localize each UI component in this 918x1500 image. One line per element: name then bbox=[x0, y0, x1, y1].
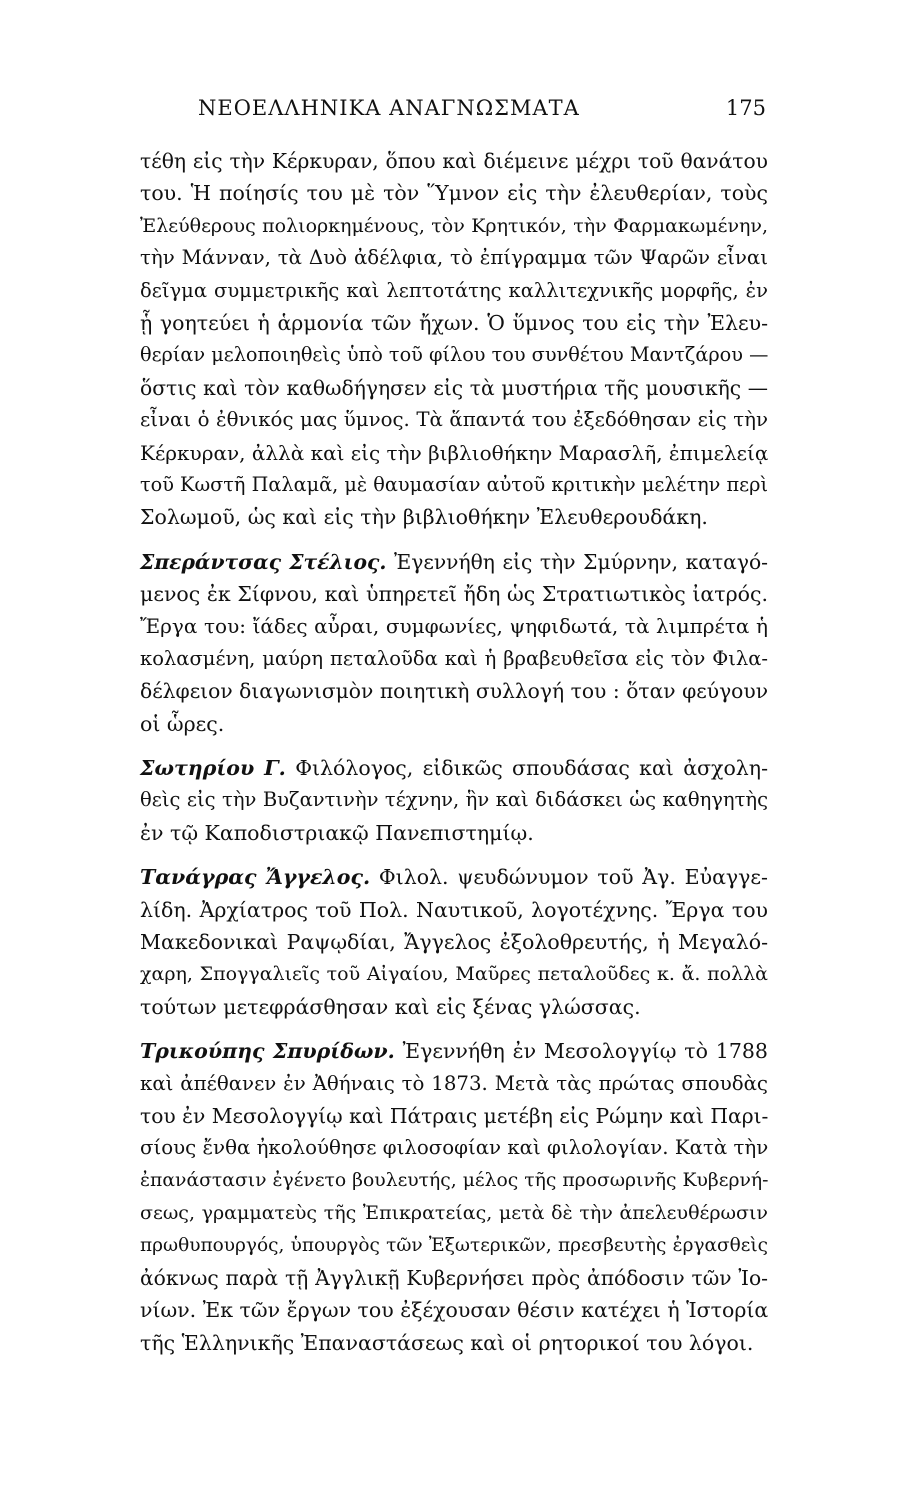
text-line: σεως, γραμματεὺς τῆς Ἐπικρατείας, μετὰ δὲ τὴν ἀπελευθέρωσιν bbox=[140, 1202, 768, 1225]
entry-first-line-text: Ἐγεννήθη ἐν Μεσολογγίῳ τὸ 1788 bbox=[402, 1039, 768, 1064]
entry-first-line-text: Φιλολ. ψευδώνυμον τοῦ Ἀγ. Εὐαγγε- bbox=[378, 865, 768, 890]
text-line: ἀόκνως παρὰ τῇ Ἀγγλικῇ Κυβερνήσει πρὸς ἀπόδοσιν τῶν Ἰο- bbox=[140, 1265, 768, 1290]
text-line: θερίαν μελοποιηθεὶς ὑπὸ τοῦ φίλου του συνθέτου Μαντζάρου — bbox=[140, 343, 769, 367]
text-line: πρωθυπουργός, ὑπουργὸς τῶν Ἐξωτερικῶν, πρεσβευτὴς ἐργασθεὶς bbox=[140, 1234, 768, 1256]
entry-trikoupis bbox=[140, 1035, 768, 1359]
entry-name: Τρικούπης Σπυρίδων. bbox=[140, 1039, 395, 1064]
text-line: Σολωμοῦ, ὡς καὶ εἰς τὴν βιβλιοθήκην Ἐλευθερουδάκη. bbox=[140, 505, 708, 530]
text-line: μενος ἐκ Σίφνου, καὶ ὑπηρετεῖ ἤδη ὡς Στρατιωτικὸς ἰατρός. bbox=[140, 582, 768, 607]
text-line: τέθη εἰς τὴν Κέρκυραν, ὅπου καὶ διέμεινε μέχρι τοῦ θανάτου bbox=[140, 149, 768, 173]
entry-name: Σωτηρίου Γ. bbox=[140, 756, 286, 781]
entry-name: Τανάγρας Ἄγγελος. bbox=[140, 865, 371, 890]
text-line: δέλφειον διαγωνισμὸν ποιητικὴ συλλογή του : ὅταν φεύγουν bbox=[140, 679, 768, 704]
entry-tanagras bbox=[140, 861, 768, 1023]
entry-first-line-text: Φιλόλογος, εἰδικῶς σπουδάσας καὶ ἀσχολη- bbox=[295, 756, 768, 781]
text-line: εἶναι ὁ ἐθνικός μας ὕμνος. Τὰ ἅπαντά του ἐξεδόθησαν εἰς τὴν bbox=[140, 408, 768, 432]
text-line: τὴν Μάνναν, τὰ Δυὸ ἀδέλφια, τὸ ἐπίγραμμα τῶν Ψαρῶν εἶναι bbox=[140, 246, 768, 270]
text-line: τοῦ Κωστῆ Παλαμᾶ, μὲ θαυμασίαν αὐτοῦ κριτικὴν μελέτην περὶ bbox=[140, 472, 768, 496]
text-line: θεὶς εἰς τὴν Βυζαντινὴν τέχνην, ἣν καὶ διδάσκει ὡς καθηγητὴς bbox=[140, 788, 768, 812]
entry-first-line bbox=[140, 752, 768, 784]
entry-first-line-text: Ἐγεννήθη εἰς τὴν Σμύρνην, καταγό- bbox=[393, 549, 768, 574]
text-line: Κέρκυραν, ἀλλὰ καὶ εἰς τὴν βιβλιοθήκην Μαρασλῆ, ἐπιμελείᾳ bbox=[140, 440, 769, 465]
text-line: σίους ἔνθα ἠκολούθησε φιλοσοφίαν καὶ φιλολογίαν. Κατὰ τὴν bbox=[140, 1136, 769, 1160]
text-line: Ἔργα του: ἴάδες αὖραι, συμφωνίες, ψηφιδωτά, τὰ λιμπρέτα ἡ bbox=[140, 614, 768, 639]
entry-name: Σπεράντσας Στέλιος. bbox=[140, 549, 387, 574]
entry-sotiriou bbox=[140, 752, 768, 849]
text-line: Μακεδονικαὶ Ραψῳδίαι, Ἄγγελος ἐξολοθρευτής, ἡ Μεγαλό- bbox=[140, 929, 768, 954]
text-line: ᾗ γοητεύει ἡ ἁρμονία τῶν ἤχων. Ὁ ὕμνος του εἰς τὴν Ἐλευ- bbox=[140, 310, 768, 335]
text-line: οἱ ὧρες. bbox=[140, 711, 225, 736]
text-line: λίδη. Ἀρχίατρος τοῦ Πολ. Ναυτικοῦ, λογοτέχνης. Ἔργα του bbox=[140, 897, 768, 922]
text-line: ὅστις καὶ τὸν καθωδήγησεν εἰς τὰ μυστήρια τῆς μουσικῆς — bbox=[140, 375, 768, 400]
page-header bbox=[198, 96, 766, 136]
paragraph-continuation bbox=[140, 145, 768, 534]
text-line: νίων. Ἐκ τῶν ἔργων του ἐξέχουσαν θέσιν κατέχει ἡ Ἱστορία bbox=[140, 1298, 769, 1323]
text-line: του. Ἡ ποίησίς του μὲ τὸν Ὕμνον εἰς τὴν ἐλευθερίαν, τοὺς bbox=[140, 181, 768, 206]
text-line: χαρη, Σπογγαλιεῖς τοῦ Αἰγαίου, Μαῦρες πεταλοῦδες κ. ἄ. πολλὰ bbox=[140, 963, 768, 986]
text-line: ἐπανάστασιν ἐγένετο βουλευτής, μέλος τῆς προσωρινῆς Κυβερνή- bbox=[140, 1169, 769, 1191]
entry-first-line bbox=[140, 1035, 768, 1067]
text-line: Ἐλεύθερους πολιορκημένους, τὸν Κρητικόν, τὴν Φαρμακωμένην, bbox=[140, 214, 768, 237]
running-title: ΝΕΟΕΛΛΗΝΙΚΑ ΑΝΑΓΝΩΣΜΑΤΑ bbox=[198, 96, 580, 120]
text-line: του ἐν Μεσολογγίῳ καὶ Πάτραις μετέβη εἰς Ρώμην καὶ Παρι- bbox=[140, 1103, 769, 1128]
text-line: καὶ ἀπέθανεν ἐν Ἀθήναις τὸ 1873. Μετὰ τὰς πρώτας σπουδὰς bbox=[140, 1071, 768, 1095]
text-line: τούτων μετεφράσθησαν καὶ εἰς ξένας γλώσσας. bbox=[140, 994, 641, 1019]
entry-first-line bbox=[140, 546, 768, 578]
text-line: τῆς Ἑλληνικῆς Ἐπαναστάσεως καὶ οἱ ρητορικοί του λόγοι. bbox=[140, 1330, 754, 1355]
page-number: 175 bbox=[725, 96, 766, 120]
text-line: κολασμένη, μαύρη πεταλοῦδα καὶ ἡ βραβευθεῖσα εἰς τὸν Φιλα- bbox=[140, 646, 768, 670]
entry-sperantsas bbox=[140, 546, 768, 740]
body-text bbox=[140, 145, 768, 1359]
entry-first-line bbox=[140, 861, 768, 893]
text-line: ἐν τῷ Καποδιστριακῷ Πανεπιστημίῳ. bbox=[140, 820, 534, 845]
text-line: δεῖγμα συμμετρικῆς καὶ λεπτοτάτης καλλιτεχνικῆς μορφῆς, ἐν bbox=[140, 278, 768, 302]
